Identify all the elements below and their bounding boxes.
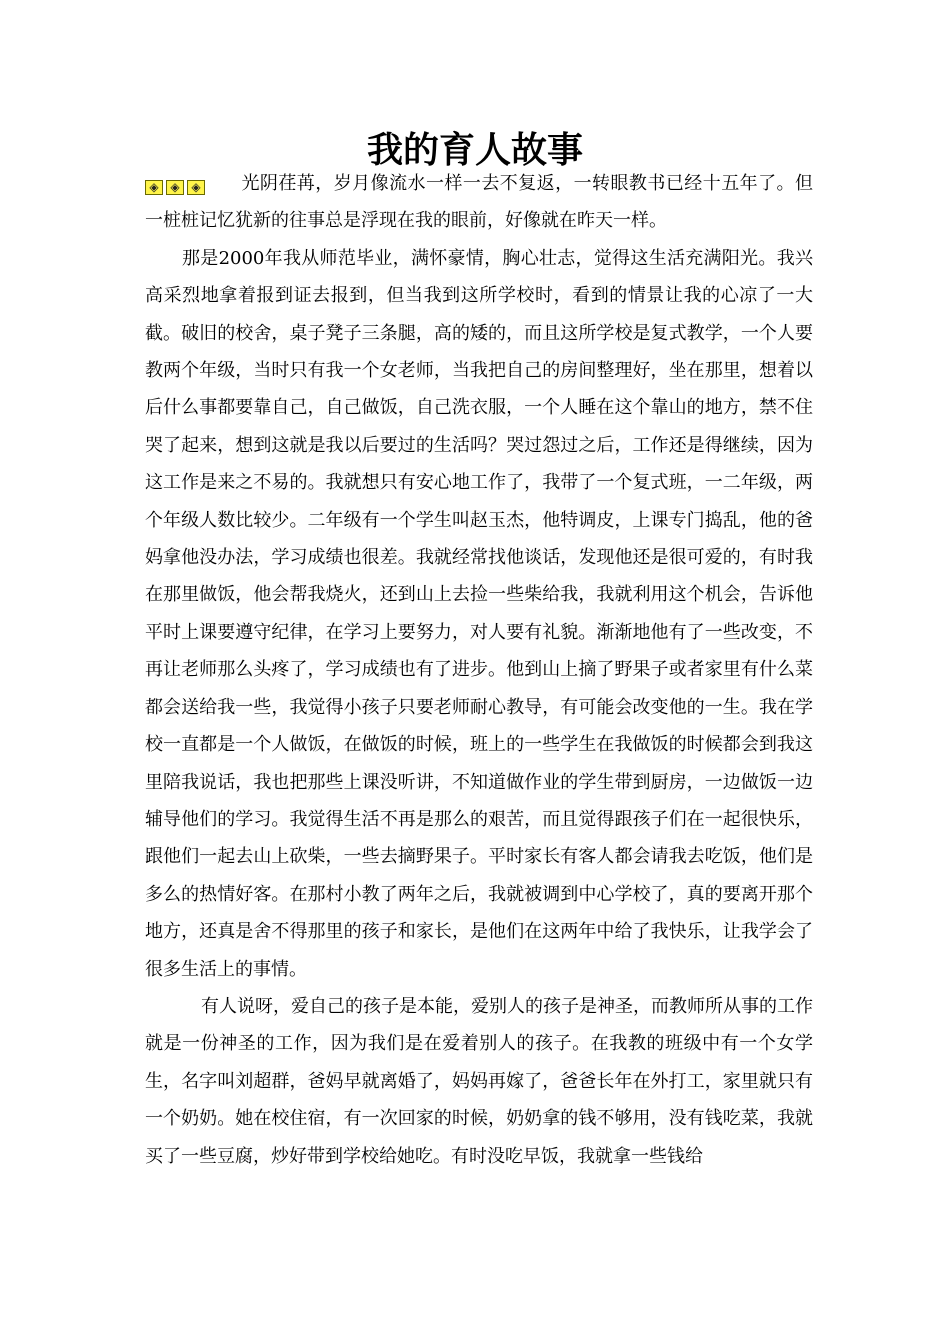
paragraph-text: 光阴荏苒，岁月像流水一样一去不复返，一转眼教书已经十五年了。但一桩桩记忆犹新的往事总是浮现在我的眼前，好像就在昨天一样。 (145, 173, 813, 232)
document-title: 我的育人故事 (366, 129, 583, 171)
diamond-icon: ◈ (187, 180, 205, 195)
diamond-icon: ◈ (166, 180, 184, 195)
diamond-icon: ◈ (145, 180, 163, 195)
paragraph-love-children: 有人说呀，爱自己的孩子是本能，爱别人的孩子是神圣，而教师所从事的工作就是一份神圣的工作，因为我们是在爱着别人的孩子。在我教的班级中有一个女学生，名字叫刘超群，爸妈早就离婚了，妈妈再嫁了，爸爸长年在外打工，家里就只有一个奶奶。她在校住宿，有一次回家的时候，奶奶拿的钱不够用，没有钱吃菜，我就买了一些豆腐，炒好带到学校给她吃。有时没吃早饭，我就拿一些钱给 (145, 995, 813, 1167)
paragraph-first-school: 那是2000年我从师范毕业，满怀豪情，胸心壮志，觉得这生活充满阳光。我兴高采烈地拿着报到证去报到，但当我到这所学校时，看到的情景让我的心凉了一大截。破旧的校舍，桌子凳子三条腿，高的矮的，而且这所学校是复式教学，一个人要教两个年级，当时只有我一个女老师，当我把自己的房间整理好，坐在那里，想着以后什么事都要靠自己，自己做饭，自己洗衣服，一个人睡在这个靠山的地方，禁不住哭了起来，想到这就是我以后要过的生活吗？哭过怨过之后，工作还是得继续，因为这工作是来之不易的。我就想只有安心地工作了，我带了一个复式班，一二年级，两个年级人数比较少。二年级有一个学生叫赵玉杰，他特调皮，上课专门捣乱，他的爸妈拿他没办法，学习成绩也很差。我就经常找他谈话，发现他还是很可爱的，有时我在那里做饭，他会帮我烧火，还到山上去捡一些柴给我，我就利用这个机会，告诉他平时上课要遵守纪律，在学习上要努力，对人要有礼貌。渐渐地他有了一些改变，不再让老师那么头疼了，学习成绩也有了进步。他到山上摘了野果子或者家里有什么菜都会送给我一些，我觉得小孩子只要老师耐心教导，有可能会改变他的一生。我在学校一直都是一个人做饭，在做饭的时候，班上的一些学生在我做饭的时候都会到我这里陪我说话，我也把那些上课没听讲，不知道做作业的学生带到厨房，一边做饭一边辅导他们的学习。我觉得生活不再是那么的艰苦，而且觉得跟孩子们在一起很快乐，跟他们一起去山上砍柴，一些去摘野果子。平时家长有客人都会请我去吃饭，他们是多么的热情好客。在那村小教了两年之后，我就被调到中心学校了，真的要离开那个地方，还真是舍不得那里的孩子和家长，是他们在这两年中给了我快乐，让我学会了很多生活上的事情。 (145, 247, 813, 980)
paragraph-intro (145, 165, 813, 240)
document-body (145, 165, 813, 1175)
bullet-group (145, 180, 205, 195)
